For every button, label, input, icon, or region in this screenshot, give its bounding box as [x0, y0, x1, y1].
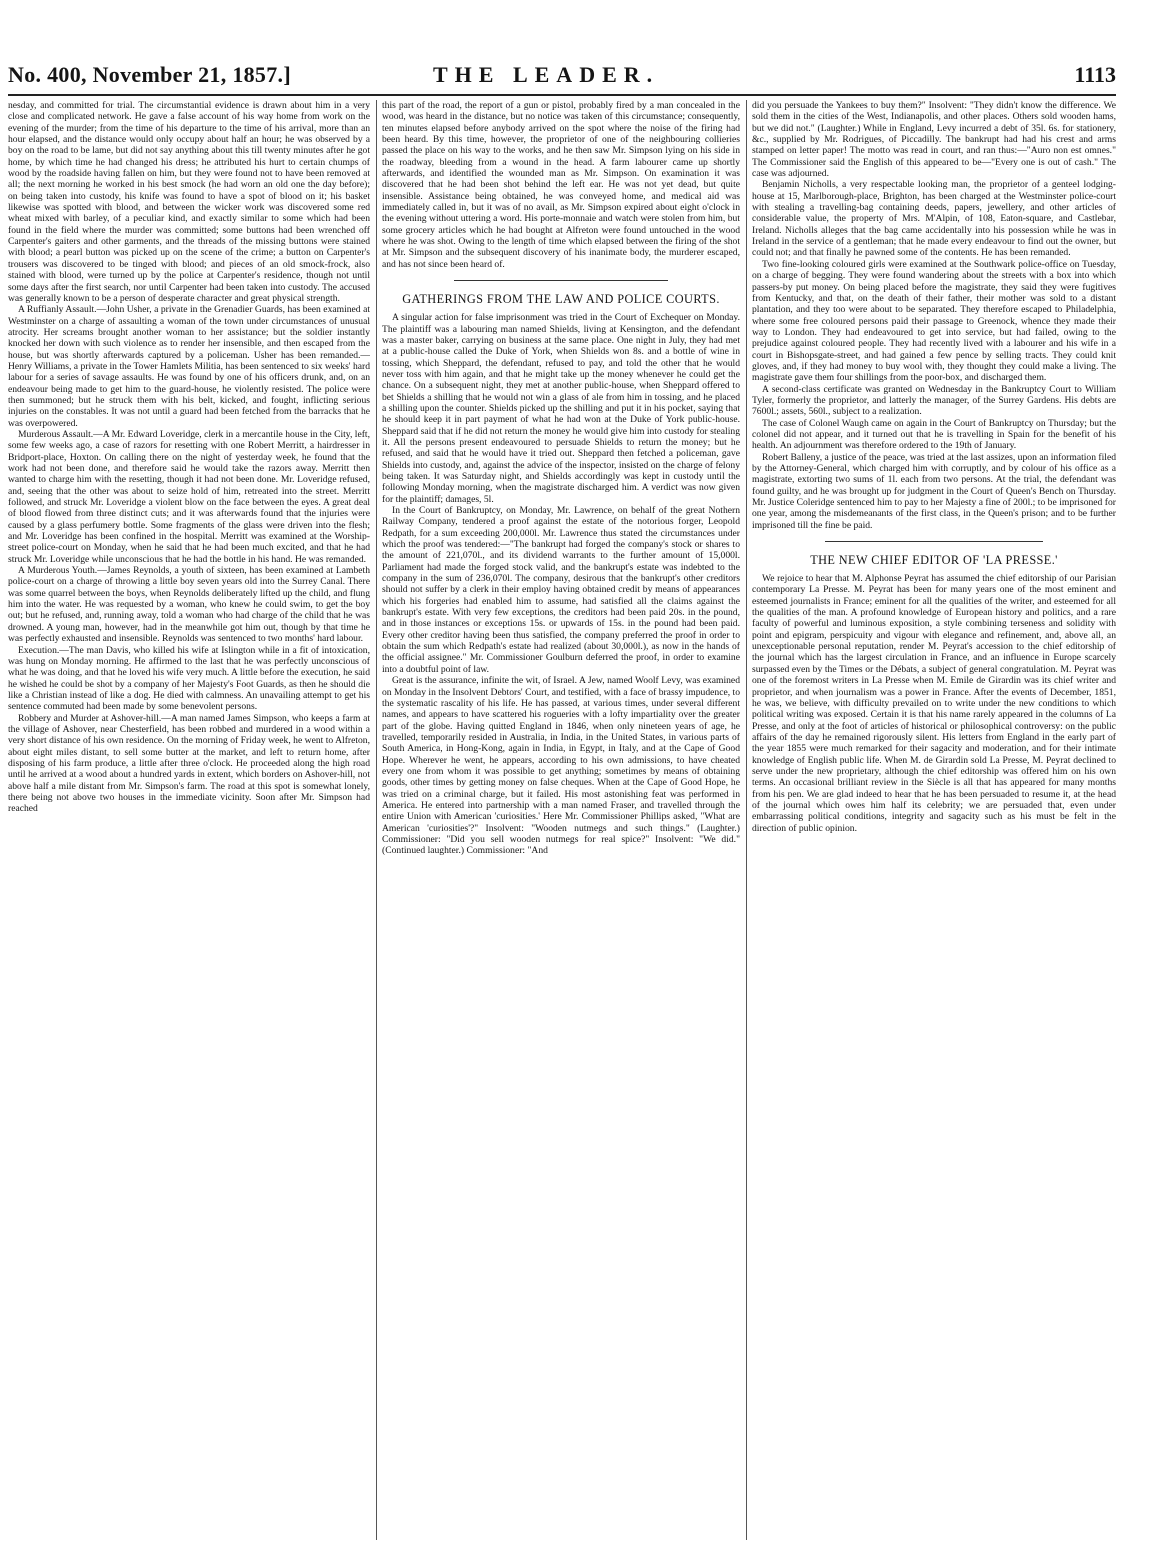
- section-divider: [825, 541, 1043, 542]
- issue-date: No. 400, November 21, 1857.]: [8, 62, 291, 87]
- column-1: [8, 100, 370, 1540]
- article-paragraph: Robert Balleny, a justice of the peace, was tried at the last assizes, upon an information filed by the Attorney-General, which charged him with corruptly, and by colour of his office as a magistrate, extorting two sums of 1l. each from two persons. At the trial, the defendant was found guilty, and he was brought up for judgment in the Court of Queen's Bench on Thursday. Mr. Justice Coleridge sentenced him to pay to her Majesty a fine of 200l.; to be imprisoned for one year, among the misdemeanants of the first class, in the Queen's prison; and to be further imprisoned till the fine be paid.: [752, 451, 1116, 531]
- article-paragraph: A singular action for false imprisonment was tried in the Court of Exchequer on Monday. The plaintiff was a labouring man named Shields, living at Kensington, and the defendant was a master baker, carrying on business at the same place. One night in July, they had met at a public-house called the Duke of York, when Shields won 8s. and a bottle of wine in tossing, which Sheppard, the defendant, refused to pay, and told the other that he would never toss with him again, and that he might take up the money whenever he could get the chance. On a subsequent night, they met at another public-house, when Sheppard offered to bet Shields a shilling that he would not win a glass of ale from him in tossing, and he placed a shilling upon the counter. Shields picked up the shilling and put it in his pocket, saying that he should keep it in part payment of what he had won at the Duke of York public-house. Sheppard said that if he did not return the money he would give him into custody for stealing it. All the persons present endeavoured to persuade Shields to return the money; but he refused, and said that he would have it tried out. Sheppard then fetched a policeman, gave Shields into custody, and, against the advice of the inspector, insisted on the charge of felony being taken. It was Saturday night, and Shields accordingly was kept in custody until the following Monday morning, when the magistrate discharged him. A verdict was now given for the plaintiff; damages, 5l.: [382, 312, 740, 505]
- section-heading: GATHERINGS FROM THE LAW AND POLICE COURTS.: [402, 292, 720, 307]
- article-paragraph: this part of the road, the report of a gun or pistol, probably fired by a man concealed in the wood, was heard in the distance, but no notice was taken of this circumstance; consequently, ten minutes elapsed before anybody arrived on the spot where the noise of the firing had been heard. By this time, however, the proprietor of one of the neighbouring collieries passed the place on his way to the works, and he then saw Mr. Simpson lying on his side in the roadway, bleeding from a wound in the head. A farm labourer came up shortly afterwards, and identified the wounded man as Mr. Simpson. On examination it was discovered that he had been shot behind the left ear. He was not yet dead, but quite insensible. Assistance being obtained, he was conveyed home, and medical aid was immediately called in, but it was of no avail, as Mr. Simpson expired about eight o'clock in the evening without uttering a word. His porte-monnaie and watch were stolen from him, but some grocery articles which he had bought at Alfreton were found untouched in the wood where he was shot. Owing to the length of time which elapsed between the firing of the shot at Mr. Simpson and the subsequent discovery of his inanimate body, the murderer escaped, and has not since been heard of.: [382, 100, 740, 270]
- column-rule: [746, 100, 747, 1540]
- page-number: 1113: [1074, 62, 1116, 87]
- article-paragraph: The case of Colonel Waugh came on again in the Court of Bankruptcy on Thursday; but the colonel did not appear, and it turned out that he is travelling in Spain for the benefit of his health. An adjournment was therefore ordered to the 19th of January.: [752, 417, 1116, 452]
- article-paragraph: Two fine-looking coloured girls were examined at the Southwark police-office on Tuesday, on a charge of begging. They were found wandering about the streets with a box into which passers-by put money. On being placed before the magistrate, they said they were fugitives from Kentucky, and that, on the death of their father, their mother was sold to a distant plantation, and they too were about to be separated. They therefore escaped to Philadelphia, where some free coloured persons paid their passage to Greenock, whence they made their way to London. They had endeavoured to get into service, but had failed, owing to the prejudice against coloured people. They had recently lived with a labourer and his wife in a court in Bishopsgate-street, and had gained a few pence by selling tracts. They could knit gloves, and, if they had money to buy wool with, they thought they could make a living. The magistrate gave them four shillings from the poor-box, and discharged them.: [752, 258, 1116, 384]
- article-paragraph: did you persuade the Yankees to buy them?" Insolvent: "They didn't know the difference. We sold them in the cities of the West, Indianapolis, and other places. Others sold wooden hams, but we did not." (Laughter.) While in England, Levy incurred a debt of 35l. 6s. for stationery, &c., supplied by Mr. Rodrigues, of Piccadilly. The bankrupt had had his crest and arms stamped on letter paper! The motto was read in court, and ran thus:—"Auro non est omnes." The Commissioner said the English of this appeared to be—"Every one is out of cash." The case was adjourned.: [752, 100, 1116, 180]
- column-2: [382, 100, 740, 1540]
- article-paragraph: Robbery and Murder at Ashover-hill.—A man named James Simpson, who keeps a farm at the village of Ashover, near Chesterfield, has been robbed and murdered in a wood within a very short distance of his own residence. On the morning of Friday week, he went to Alfreton, about eight miles distant, to sell some butter at the market, and left to return home, after disposing of his farm produce, a little after three o'clock. He proceeded along the high road until he arrived at a wood about a hundred yards in extent, which borders on Ashover-hill, not above half a mile distant from Mr. Simpson's farm. The road at this spot is somewhat lonely, there being not above two houses in the immediate vicinity. Soon after Mr. Simpson had reached: [8, 712, 370, 815]
- column-rule: [376, 100, 377, 1540]
- article-paragraph: A Ruffianly Assault.—John Usher, a private in the Grenadier Guards, has been examined at Westminster on a charge of assaulting a woman of the town under circumstances of unusual atrocity. Her screams brought another woman to her assistance; but the soldier instantly knocked her down with such violence as to render her insensible, and then escaped from the house, but was shortly afterwards captured by a policeman. Usher has been remanded.—Henry Williams, a private in the Tower Hamlets Militia, has been sentenced to six weeks' hard labour for a series of savage assaults. He was found by one of his officers drunk, and, on an endeavour being made to get him to the guard-house, he violently resisted. The police were then summoned; but he struck them with his belt, kicked, and fought, inflicting serious injuries on the constables. It was not until a guard had been fetched from the barracks that he was overpowered.: [8, 304, 370, 429]
- column-3: [752, 100, 1116, 1540]
- masthead-rule: [8, 94, 1116, 96]
- article-paragraph: A second-class certificate was granted on Wednesday in the Bankruptcy Court to William Tyler, formerly the proprietor, and latterly the manager, of the Surrey Gardens. His debts are 7600l.; assets, 560l., subject to a realization.: [752, 383, 1116, 418]
- section-divider: [454, 280, 669, 281]
- article-paragraph: A Murderous Youth.—James Reynolds, a youth of sixteen, has been examined at Lambeth police-court on a charge of throwing a little boy seven years old into the Surrey Canal. There was some quarrel between the boys, when Reynolds deliberately lifted up the child, and flung him into the water. He was requested by a woman, who knew he could swim, to get the boy out; but he refused, and, running away, told a woman who had charge of the child that he was drowned. A young man, however, had in the meanwhile got him out, though by that time he was perfectly exhausted and insensible. Reynolds was sentenced to two months' hard labour.: [8, 565, 370, 645]
- article-paragraph: Great is the assurance, infinite the wit, of Israel. A Jew, named Woolf Levy, was examined on Monday in the Insolvent Debtors' Court, and testified, with a face of brassy impudence, to the systematic rascality of his life. He has passed, at various times, under several different names, and appears to have scattered his rogueries with a lofty impartiality over the greater part of the globe. Having quitted England in 1846, when only nineteen years of age, he travelled, temporarily resided in Australia, in India, in the United States, in various parts of South America, in Hong-Kong, again in India, in Egypt, in Italy, and at the Cape of Good Hope. Wherever he went, he appears, according to his own admissions, to have cheated every one from whom it was possible to get anything; sometimes by means of obtaining goods, other times by getting money on false cheques. When at the Cape of Good Hope, he was tried on a criminal charge, but it failed. His most astonishing feat was performed in America. He entered into partnership with a man named Fraser, and travelled through the entire Union with American 'curiosities.' Here Mr. Commissioner Phillips asked, "What are American 'curiosities'?" Insolvent: "Wooden nutmegs and such things." (Laughter.) Commissioner: "Did you sell wooden nutmegs for real spice?" Insolvent: "We did." (Continued laughter.) Commissioner: "And: [382, 675, 740, 857]
- article-paragraph: Benjamin Nicholls, a very respectable looking man, the proprietor of a genteel lodging-house at 15, Marlborough-place, Brighton, has been charged at the Westminster police-court with stealing a travelling-bag containing deeds, papers, jewellery, and other articles of considerable value, the property of Mrs. M'Alpin, of 108, Eaton-square, and Castlebar, Ireland. Nicholls alleges that the bag came accidentally into his possession while he was in Ireland in the service of a gentleman; that he made every endeavour to find out the owner, but could not; and that finally he pawned some of the contents. He has been remanded.: [752, 179, 1116, 259]
- section-heading: THE NEW CHIEF EDITOR OF 'LA PRESSE.': [810, 553, 1058, 568]
- article-paragraph: Execution.—The man Davis, who killed his wife at Islington while in a fit of intoxication, was hung on Monday morning. He affirmed to the last that he was perfectly unconscious of what he was doing, and that he loved his wife very much. A little before the execution, he said he wished he could be shot by a company of her Majesty's Foot Guards, as then he should die like a Christian instead of like a dog. He died with calmness. An unavailing attempt to get his sentence commuted had been made by some benevolent persons.: [8, 644, 370, 713]
- article-paragraph: nesday, and committed for trial. The circumstantial evidence is drawn about him in a very close and complicated network. He gave a false account of his way home from work on the evening of the murder; from the time of his departure to the time of his arrival, more than an hour elapsed, and the distance would only occupy about half an hour; he was observed by a boy on the road to be lame, but did not say anything about this till twenty minutes after he got home, by which time he had changed his dress; he attributed his hurt to certain chumps of wood by the roadside having fallen on him, but they were found not to have been removed at all; the next morning he worked in his best smock (he had worn an old one the day before); on being taken into custody, his knife was found to have a spot of blood on it; his basket likewise was spotted with blood, and between the wicker work was discovered some red wheat mixed with barley, of a peculiar kind, and exactly similar to some which had been found in the field where the murder was committed; some buttons had been wrenched off Carpenter's gaiters and other garments, and the threads of the missing buttons were stained with blood; a pearl button was picked up on the scene of the crime; a button on Carpenter's trousers was discovered to be tinged with blood; and pieces of an old smock-frock, also stained with blood, were turned up by the police at Carpenter's residence, though not until some days after the first search, nor until Carpenter had been taken into custody. The accused was generally known to be a person of desperate character and great physical strength.: [8, 100, 370, 304]
- article-paragraph: Murderous Assault.—A Mr. Edward Loveridge, clerk in a mercantile house in the City, left, some few weeks ago, a case of razors for resetting with one Robert Merritt, a hairdresser in Bridport-place, Hoxton. On calling there on the night of yesterday week, he found that the work had not been done, and therefore said he would take the razors away. Merritt then wanted to charge him with the resetting, though it had not been done. Mr. Loveridge refused, and, seeing that the other was about to seize hold of him, retreated into the street. Merritt followed, and struck Mr. Loveridge a violent blow on the face between the eyes. A great deal of blood flowed from three distinct cuts; and it was afterwards found that the injuries were caused by a glass perfumery bottle. Some fragments of the glass were driven into the flesh; and Mr. Loveridge has been confined in the hospital. Merritt was examined at the Worship-street police-court on Monday, when he said that he had been much excited, and that he had struck Mr. Loveridge while unconscious that he had the bottle in his hand. He was remanded.: [8, 428, 370, 565]
- newspaper-title: THE LEADER.: [433, 62, 660, 87]
- article-paragraph: In the Court of Bankruptcy, on Monday, Mr. Lawrence, on behalf of the great Nothern Railway Company, tendered a proof against the estate of the notorious forger, Leopold Redpath, for a sum exceeding 200,000l. Mr. Lawrence thus stated the circumstances under which the proof was tendered:—"The bankrupt had forged the company's stock or shares to the amount of 221,070l., and its dividend warrants to the further amount of 15,000l. Parliament had made the forged stock valid, and the bankrupt's estate was indebted to the company in the sum of 236,070l. The company, desirous that the bankrupt's other creditors should not suffer by a clerk in their employ having obtained credit by means of appearances which his forgeries had enabled him to assume, had satisfied all the claims against the bankrupt's estate. With very few exceptions, the creditors had been paid 20s. in the pound, and in those instances or exceptions 15s. or upwards of 15s. in the pound had been paid. Every other creditor having been thus satisfied, the company preferred the proof in order to obtain the sum which Redpath's estate had realized (about 30,000l.), as now in the hands of the official assignee." Mr. Commissioner Goulburn deferred the proof, in order to examine into a doubtful point of law.: [382, 505, 740, 675]
- masthead: [8, 60, 1116, 92]
- article-paragraph: We rejoice to hear that M. Alphonse Peyrat has assumed the chief editorship of our Parisian contemporary La Presse. M. Peyrat has been for many years one of the most eminent and esteemed journalists in France; eminent for all the qualities of the writer, and esteemed for all the qualities of the man. A profound knowledge of European history and politics, and a rare faculty of powerful and luminous exposition, a style combining terseness and solidity with point and epigram, perspicuity and vigour with elegance and refinement, and, above all, an unexceptionable personal reputation, render M. Peyrat's accession to the chief editorship of the journal which has the largest circulation in France, and an influence in Europe scarcely surpassed even by the Times or the Débats, a subject of general congratulation. M. Peyrat was one of the foremost writers in La Presse when M. Emile de Girardin was its chief writer and proprietor, and when journalism was a power in France. After the events of December, 1851, he was, we believe, with difficulty prevailed on to write under the new conditions to which political writing was exposed. Certain it is that his name rarely appeared in the columns of La Presse, and only at the foot of articles of historical or philosophical controversy: on the public affairs of the day he remained rigorously silent. His letters from England in the early part of the year 1855 were much remarked for their sagacity and moderation, and for their intimate knowledge of English public life. When M. de Girardin sold La Presse, M. Peyrat declined to serve under the new proprietary, although the chief editorship was offered him on his own terms. An occasional brilliant review in the Siècle is all that has appeared for many months from his pen. We are glad indeed to hear that he has been persuaded to resume it, at the head of the journal which owes him half its celebrity; we are persuaded that, even under embarrassing political conditions, integrity and sagacity such as his must be felt in the direction of public opinion.: [752, 573, 1116, 834]
